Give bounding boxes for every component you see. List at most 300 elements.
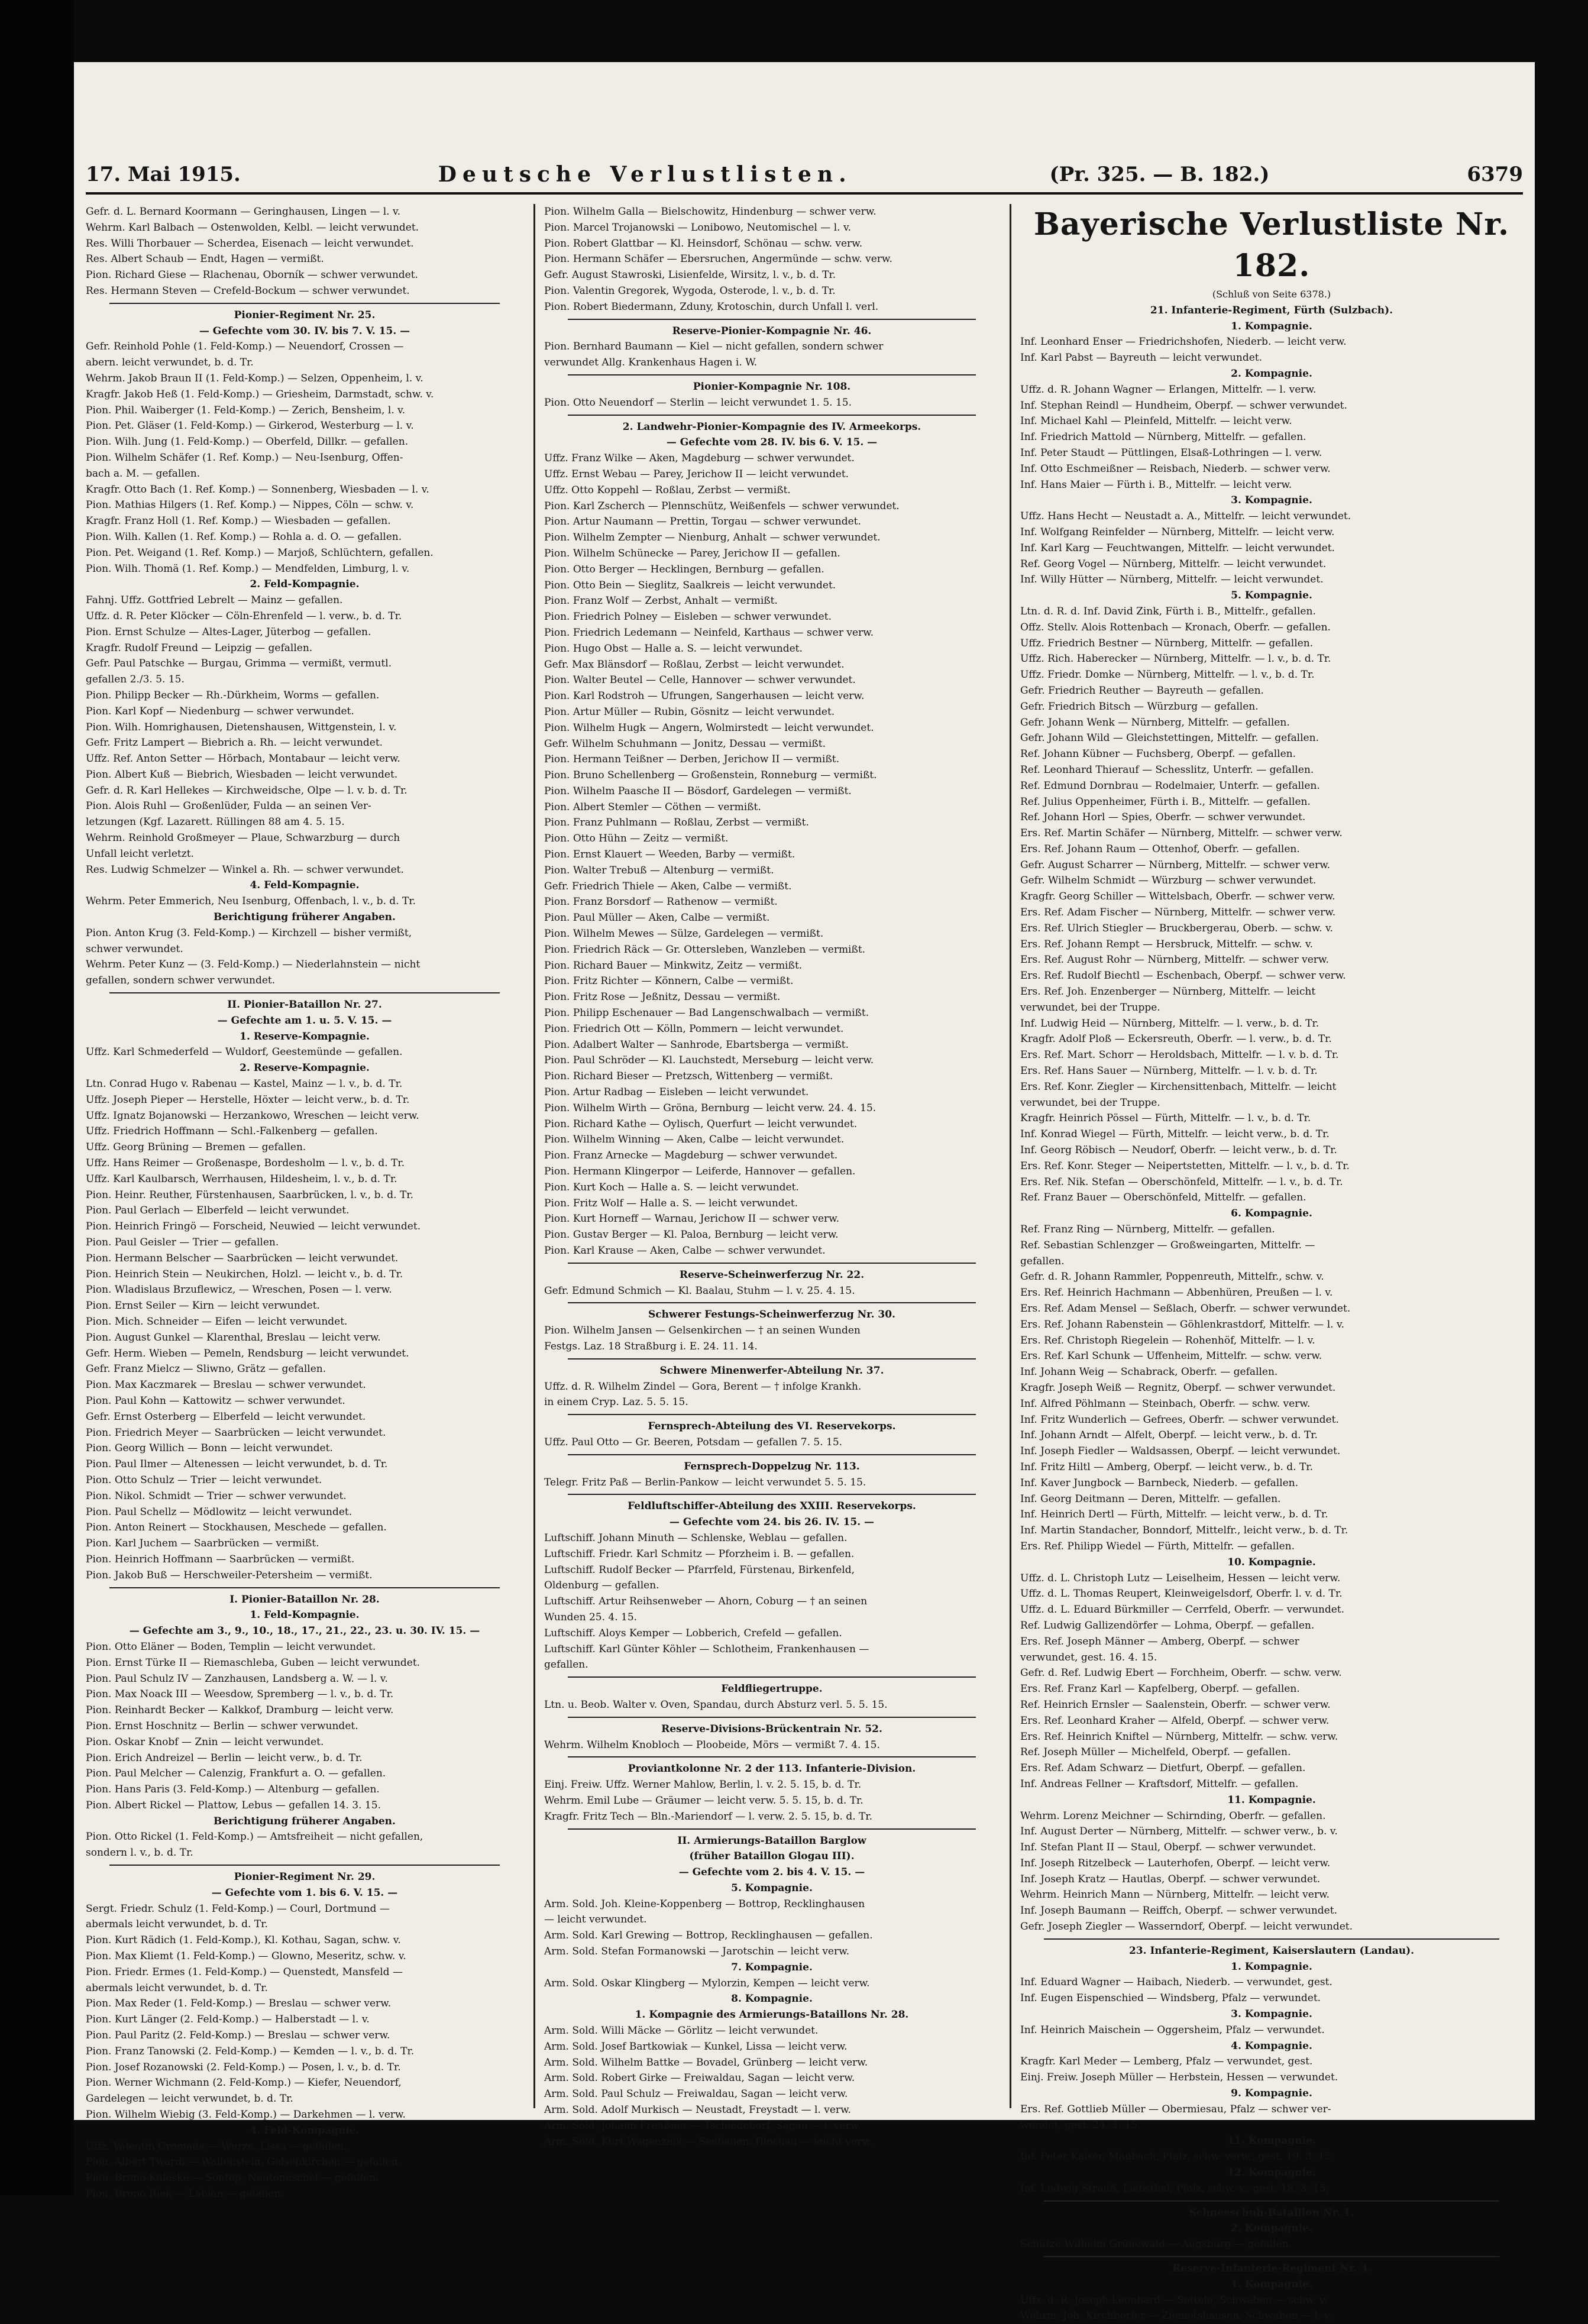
casualty-entry: Arm. Sold. Adolf Murkisch — Neustadt, Freystadt — l. verw.: [544, 2104, 851, 2116]
section-heading: 5. Kompagnie.: [731, 1882, 813, 1894]
casualty-entry: Kragfr. Karl Meder — Lemberg, Pfalz — verwundet, gest.: [1020, 2056, 1313, 2068]
section-divider: [568, 1828, 976, 1830]
casualty-entry: Gefr. Ernst Osterberg — Elberfeld — leicht verwundet.: [86, 1410, 366, 1423]
casualty-entry: Inf. Willy Hütter — Nürnberg, Mittelfr. — leicht verwundet.: [1020, 574, 1324, 586]
casualty-entry: Pion. Adalbert Walter — Sanhrode, Ebartsberga — vermißt.: [544, 1038, 849, 1051]
casualty-entry: Gefr. Friedrich Thiele — Aken, Calbe — vermißt.: [544, 880, 792, 892]
casualty-entry: Inf. Peter Kaiser, Maubach, Pfalz, schw. verw., gest. 19. 3. 15.: [1020, 2151, 1334, 2163]
casualty-entry: Uffz. Friedr. Domke — Nürnberg, Mittelfr. — l. v., b. d. Tr.: [1020, 669, 1315, 681]
casualty-entry: Pion. Reinhardt Becker — Kalkkof, Dramburg — leicht verw.: [86, 1704, 394, 1717]
casualty-entry: Wehrm. Reinhold Großmeyer — Plaue, Schwarzburg — durch: [86, 832, 400, 844]
casualty-entry: Gefr. Edmund Schmich — Kl. Baalau, Stuhm — l. v. 25. 4. 15.: [544, 1284, 855, 1297]
casualty-entry: Pion. Hermann Schäfer — Ebersruchen, Angermünde — schw. verw.: [544, 253, 892, 266]
section-heading: 2. Landwehr-Pionier-Kompagnie des IV. Armeekorps.: [622, 420, 921, 433]
casualty-entry: Pion. Wilhelm Paasche II — Bösdorf, Gardelegen — vermißt.: [544, 785, 852, 797]
casualty-entry: Ref. Johann Kübner — Fuchsberg, Oberpf. — gefallen.: [1020, 748, 1296, 760]
casualty-entry: Kragfr. Otto Bach (1. Ref. Komp.) — Sonnenberg, Wiesbaden — l. v.: [86, 483, 429, 496]
casualty-entry: Ers. Ref. Heinrich Kniftel — Nürnberg, Mittelfr. — schw. verw.: [1020, 1730, 1338, 1743]
casualty-entry: Einj. Freiw. Uffz. Werner Mahlow, Berlin, l. v. 2. 5. 15, b. d. Tr.: [544, 1779, 862, 1791]
column-middle: [544, 204, 1000, 2148]
casualty-entry: Gardelegen — leicht verwundet, b. d. Tr.: [86, 2093, 293, 2105]
casualty-entry: Pion. Hermann Klingerpor — Leiferde, Hannover — gefallen.: [544, 1166, 856, 1178]
casualty-entry: Arm. Sold. Paul Schulz — Freiwaldau, Sagan — leicht verw.: [544, 2088, 848, 2100]
casualty-entry: Luftschiff. Aloys Kemper — Lobberich, Crefeld — gefallen.: [544, 1627, 842, 1639]
casualty-entry: Gefr. Friedrich Bitsch — Würzburg — gefallen.: [1020, 700, 1259, 713]
casualty-entry: Ref. Heinrich Ernsler — Saalenstein, Oberfr. — schwer verw.: [1020, 1698, 1331, 1711]
casualty-entry: Fahnj. Uffz. Gottfried Lebrelt — Mainz — gefallen.: [86, 594, 343, 607]
casualty-entry: sondern l. v., b. d. Tr.: [86, 1847, 193, 1859]
publication-title: Deutsche Verlustlisten.: [438, 162, 852, 187]
casualty-entry: Pion. Artur Müller — Rubin, Gösnitz — leicht verwundet.: [544, 705, 835, 718]
section-heading: 11. Kompagnie.: [1227, 2135, 1316, 2147]
casualty-entry: Luftschiff. Karl Günter Köhler — Schlotheim, Frankenhausen —: [544, 1643, 869, 1655]
casualty-entry: Wehrm. Peter Kunz — (3. Feld-Komp.) — Niederlahnstein — nicht: [86, 959, 421, 971]
section-heading: 2. Reserve-Kompagnie.: [240, 1062, 370, 1074]
section-heading: — Gefechte vom 30. IV. bis 7. V. 15. —: [199, 325, 410, 337]
casualty-entry: Pion. Franz Puhlmann — Roßlau, Zerbst — vermißt.: [544, 817, 809, 829]
casualty-entry: Pion. Otto Bein — Sieglitz, Saalkreis — leicht verwundet.: [544, 579, 836, 591]
casualty-entry: Inf. Joseph Ritzelbeck — Lauterhofen, Oberpf. — leicht verw.: [1020, 1857, 1331, 1869]
casualty-entry: Ers. Ref. Nik. Stefan — Oberschönfeld, Mittelfr. — l. v., b. d. Tr.: [1020, 1176, 1343, 1188]
section-divider: [568, 1414, 976, 1415]
casualty-entry: Pion. Wilhelm Wirth — Gröna, Bernburg — leicht verw. 24. 4. 15.: [544, 1102, 877, 1114]
section-divider: [109, 1587, 500, 1588]
casualty-entry: Pion. Fritz Richter — Könnern, Calbe — vermißt.: [544, 975, 794, 988]
casualty-entry: Schütze Wilhelm Grünewald — Augsburg — gefallen.: [1020, 2238, 1292, 2251]
casualty-entry: Pion. Friedrich Ott — Kölln, Pommern — leicht verwundet.: [544, 1022, 844, 1035]
casualty-entry: Pion. Artur Naumann — Prettin, Torgau — schwer verwundet.: [544, 516, 861, 528]
casualty-entry: Gefr. Herm. Wieben — Pemeln, Rendsburg — leicht verwundet.: [86, 1347, 409, 1360]
casualty-entry: Inf. Joseph Baumann — Reiffch, Oberpf. — schwer verwundet.: [1020, 1905, 1337, 1917]
casualty-entry: Pion. Otto Hühn — Zeitz — vermißt.: [544, 833, 729, 845]
casualty-entry: Inf. Fritz Hiltl — Amberg, Oberpf. — leicht verw., b. d. Tr.: [1020, 1461, 1313, 1473]
section-divider: [568, 415, 976, 416]
column-left: [86, 204, 523, 2200]
section-divider: [568, 1454, 976, 1455]
casualty-entry: Pion. Artur Radbag — Eisleben — leicht verwundet.: [544, 1086, 809, 1099]
section-heading: 1. Feld-Kompagnie.: [250, 1609, 360, 1621]
casualty-entry: Ref. Edmund Dornbrau — Rodelmaier, Unterfr. — gefallen.: [1020, 779, 1320, 792]
casualty-entry: Pion. Walter Beutel — Celle, Hannover — schwer verwundet.: [544, 674, 856, 687]
casualty-entry: verwundet Allg. Krankenhaus Hagen i. W.: [544, 357, 758, 369]
casualty-entry: Ers. Ref. Ulrich Stiegler — Bruckbergerau, Oberb. — schw. v.: [1020, 922, 1333, 934]
section-heading: 23. Infanterie-Regiment, Kaiserslautern (Landau).: [1128, 1944, 1415, 1957]
section-divider: [568, 1756, 976, 1757]
casualty-entry: Inf. Kaver Jungbock — Barnbeck, Niederb. — gefallen.: [1020, 1477, 1298, 1489]
casualty-entry: Ers. Ref. Joh. Enzenberger — Nürnberg, Mittelfr. — leicht: [1020, 986, 1316, 998]
casualty-entry: Pion. Ernst Klauert — Weeden, Barby — vermißt.: [544, 849, 795, 861]
section-heading: 11. Kompagnie.: [1227, 1794, 1316, 1806]
casualty-entry: Inf. Konrad Wiegel — Fürth, Mittelfr. — leicht verw., b. d. Tr.: [1020, 1128, 1330, 1141]
casualty-entry: Pion. Bruno Riek — Labian — gefallen.: [86, 2188, 284, 2200]
casualty-entry: Inf. Karl Karg — Feuchtwangen, Mittelfr. — leicht verwundet.: [1020, 542, 1335, 554]
casualty-entry: Uffz. Hans Reimer — Großenaspe, Bordesholm — l. v., b. d. Tr.: [86, 1157, 405, 1170]
section-heading: Feldluftschiffer-Abteilung des XXIII. Reservekorps.: [628, 1500, 916, 1513]
casualty-entry: Ers. Ref. Franz Karl — Kapfelberg, Oberpf. — gefallen.: [1020, 1683, 1300, 1695]
casualty-entry: abermals leicht verwundet, b. d. Tr.: [86, 1918, 268, 1931]
section-divider: [1044, 1938, 1499, 1940]
casualty-entry: Uffz. Valentin Gromada — Wurze, Lissa — gefallen.: [86, 2140, 347, 2153]
casualty-entry: Pion. Max Noack III — Weesdow, Spremberg — l. v., b. d. Tr.: [86, 1688, 394, 1701]
casualty-entry: Ers. Ref. Leonhard Kraher — Alfeld, Oberpf. — schwer verw.: [1020, 1714, 1330, 1727]
casualty-entry: Pion. Wilhelm Schünecke — Parey, Jerichow II — gefallen.: [544, 547, 840, 559]
casualty-entry: Pion. Karl Juchem — Saarbrücken — vermißt.: [86, 1538, 319, 1550]
casualty-entry: Kragfr. Franz Holl (1. Ref. Komp.) — Wiesbaden — gefallen.: [86, 515, 391, 527]
casualty-entry: Wehrm. Karl Balbach — Ostenwolden, Kelbl. — leicht verwundet.: [86, 221, 419, 234]
running-head: [86, 157, 1523, 195]
casualty-entry: Inf. Joseph Fiedler — Waldsassen, Oberpf. — leicht verwundet.: [1020, 1445, 1341, 1458]
casualty-entry: Pion. Ernst Schulze — Altes-Lager, Jüterbog — gefallen.: [86, 626, 371, 638]
section-divider: [109, 1865, 500, 1866]
casualty-entry: Inf. Alfred Pöhlmann — Steinbach, Oberfr. — schw. verw.: [1020, 1397, 1311, 1410]
casualty-entry: Ers. Ref. Adam Mensel — Seßlach, Oberfr. — schwer verwundet.: [1020, 1303, 1351, 1315]
casualty-entry: Pion. Max Reder (1. Feld-Komp.) — Breslau — schwer verw.: [86, 1998, 392, 2010]
casualty-entry: Pion. Paul Gerlach — Elberfeld — leicht verwundet.: [86, 1205, 350, 1217]
casualty-entry: Pion. Wilhelm Galla — Bielschowitz, Hindenburg — schwer verw.: [544, 206, 877, 218]
casualty-entry: Res. Hermann Steven — Crefeld-Bockum — schwer verwundet.: [86, 284, 410, 297]
section-divider: [568, 374, 976, 376]
casualty-entry: abermals leicht verwundet, b. d. Tr.: [86, 1982, 268, 1994]
casualty-entry: Wehrm. Joh. Kirchborfer — Ziemetshausen, Schwaben — l. v.: [1020, 2310, 1332, 2322]
section-heading: Fernsprech-Abteilung des VI. Reservekorps.: [648, 1420, 896, 1433]
casualty-entry: Unfall leicht verletzt.: [86, 847, 194, 860]
casualty-entry: Pion. Anton Reinert — Stockhausen, Meschede — gefallen.: [86, 1522, 387, 1534]
section-divider: [568, 319, 976, 320]
casualty-entry: Pion. Ernst Seiler — Kirn — leicht verwundet.: [86, 1300, 320, 1312]
column-rule: [1010, 204, 1011, 2108]
casualty-entry: Pion. Erich Andreizel — Berlin — leicht verw., b. d. Tr.: [86, 1752, 363, 1764]
casualty-entry: Ref. Franz Bauer — Oberschönfeld, Mittelfr. — gefallen.: [1020, 1192, 1306, 1204]
casualty-entry: Arm. Sold. Johann Preußner — Tschiedeborf, Sagan — l. verw.: [544, 2119, 861, 2132]
casualty-entry: verwundet, bei der Truppe.: [1020, 1096, 1160, 1109]
casualty-entry: Uffz. Ernst Webau — Parey, Jerichow II — leicht verwundet.: [544, 468, 849, 480]
casualty-entry: Pion. Wilh. Jung (1. Feld-Komp.) — Oberfeld, Dillkr. — gefallen.: [86, 436, 409, 448]
casualty-entry: Pion. Wilh. Kallen (1. Ref. Komp.) — Rohla a. d. O. — gefallen.: [86, 530, 402, 543]
casualty-entry: gefallen.: [1020, 1255, 1065, 1267]
casualty-entry: Festgs. Laz. 18 Straßburg i. E. 24. 11. 14.: [544, 1340, 758, 1352]
casualty-entry: Ref. Franz Ring — Nürnberg, Mittelfr. — gefallen.: [1020, 1224, 1275, 1236]
casualty-entry: verwundet, bei der Truppe.: [1020, 1001, 1160, 1014]
section-heading: 1. Kompagnie.: [1231, 1960, 1312, 1973]
section-heading: Reserve-Divisions-Brückentrain Nr. 52.: [661, 1723, 882, 1735]
casualty-entry: Pion. Mich. Schneider — Eifen — leicht verwundet.: [86, 1315, 348, 1328]
casualty-entry: Pion. Richard Giese — Rlachenau, Oborník — schwer verwundet.: [86, 269, 418, 281]
casualty-entry: Wehrm. Jakob Braun II (1. Feld-Komp.) — Selzen, Oppenheim, l. v.: [86, 372, 423, 384]
section-heading: — Gefechte am 3., 9., 10., 18., 17., 21., 22., 23. u. 30. IV. 15. —: [129, 1625, 480, 1637]
casualty-entry: Luftschiff. Friedr. Karl Schmitz — Pforzheim i. B. — gefallen.: [544, 1548, 855, 1560]
casualty-entry: Res. Albert Schaub — Endt, Hagen — vermißt.: [86, 253, 324, 266]
casualty-entry: Pion. Paul Müller — Aken, Calbe — vermißt.: [544, 912, 770, 924]
casualty-entry: Inf. Hans Maier — Fürth i. B., Mittelfr. — leicht verw.: [1020, 478, 1292, 491]
casualty-entry: Einj. Freiw. Joseph Müller — Herbstein, Hessen — verwundet.: [1020, 2071, 1338, 2084]
casualty-entry: Sergt. Friedr. Schulz (1. Feld-Komp.) — Courl, Dortmund —: [86, 1902, 390, 1915]
section-heading: Schwere Minenwerfer-Abteilung Nr. 37.: [659, 1364, 884, 1377]
casualty-entry: Gefr. Joseph Ziegler — Wasserndorf, Oberpf. — leicht verwundet.: [1020, 1921, 1353, 1933]
casualty-entry: Ers. Ref. Hans Sauer — Nürnberg, Mittelfr. — l. v. b. d. Tr.: [1020, 1065, 1318, 1077]
casualty-entry: Inf. Michael Kahl — Pleinfeld, Mittelfr. — leicht verw.: [1020, 415, 1292, 428]
casualty-entry: Pion. Fritz Wolf — Halle a. S. — leicht verwundet.: [544, 1197, 798, 1209]
casualty-entry: Pion. Friedrich Räck — Gr. Ottersleben, Wanzleben — vermißt.: [544, 943, 866, 956]
casualty-entry: Arm. Sold. Oskar Klingberg — Mylorzin, Kempen — leicht verw.: [544, 1977, 870, 1989]
section-heading: — Gefechte am 1. u. 5. V. 15. —: [217, 1014, 392, 1027]
casualty-entry: Ers. Ref. Heinrich Hachmann — Abbenhüren, Preußen — l. v.: [1020, 1287, 1333, 1299]
casualty-entry: Pion. Franz Wolf — Zerbst, Anhalt — vermißt.: [544, 595, 778, 607]
casualty-entry: Arm. Sold. Stefan Formanowski — Jarotschin — leicht verw.: [544, 1946, 850, 1958]
casualty-entry: Uffz. d. R. Joseph Leonhard — Settele, Schwaben — schw. v.: [1020, 2294, 1327, 2306]
casualty-entry: Pion. Otto Eläner — Boden, Templin — leicht verwundet.: [86, 1640, 376, 1653]
section-heading: — Gefechte vom 1. bis 6. V. 15. —: [211, 1886, 398, 1899]
casualty-entry: wundet, gest. 24. 3. 15.: [1020, 2119, 1141, 2131]
casualty-entry: Pion. Gustav Berger — Kl. Paloa, Bernburg — leicht verw.: [544, 1229, 839, 1241]
casualty-entry: Pion. Max Kaczmarek — Breslau — schwer verwundet.: [86, 1379, 366, 1391]
casualty-entry: Pion. Heinrich Stein — Neukirchen, Holzl. — leicht v., b. d. Tr.: [86, 1268, 403, 1280]
casualty-entry: Pion. Anton Krug (3. Feld-Komp.) — Kirchzell — bisher vermißt,: [86, 927, 412, 939]
casualty-entry: Inf. Peter Staudt — Püttlingen, Elsaß-Lothringen — l. verw.: [1020, 446, 1322, 459]
casualty-entry: Pion. Bruno Schellenberg — Großenstein, Ronneburg — vermißt.: [544, 769, 877, 782]
section-heading: 12. Kompagnie.: [1227, 2167, 1316, 2179]
casualty-entry: Uffz. Franz Wilke — Aken, Magdeburg — schwer verwundet.: [544, 452, 855, 465]
casualty-entry: Pion. Wilh. Thomä (1. Ref. Komp.) — Mendfelden, Limburg, l. v.: [86, 562, 410, 575]
casualty-entry: Pion. Hans Paris (3. Feld-Komp.) — Altenburg — gefallen.: [86, 1784, 380, 1796]
casualty-entry: Gefr. August Scharrer — Nürnberg, Mittelfr. — schwer verw.: [1020, 859, 1331, 871]
casualty-entry: Uffz. d. R. Peter Klöcker — Cöln-Ehrenfeld — l. verw., b. d. Tr.: [86, 610, 402, 622]
casualty-entry: verwundet, gest. 16. 4. 15.: [1020, 1651, 1157, 1663]
casualty-entry: Gefr. Max Blänsdorf — Roßlau, Zerbst — leicht verwundet.: [544, 658, 845, 671]
casualty-entry: Pion. Robert Glattbar — Kl. Heinsdorf, Schönau — schw. verw.: [544, 237, 863, 250]
casualty-entry: gefallen.: [544, 1659, 588, 1671]
casualty-entry: Inf. Georg Röbisch — Neudorf, Oberfr. — leicht verw., b. d. Tr.: [1020, 1144, 1337, 1157]
casualty-entry: Pion. Philipp Becker — Rh.-Dürkheim, Worms — gefallen.: [86, 689, 380, 701]
section-heading: 8. Kompagnie.: [731, 1993, 813, 2005]
casualty-entry: Res. Ludwig Schmelzer — Winkel a. Rh. — schwer verwundet.: [86, 863, 404, 876]
section-divider: [1044, 2200, 1499, 2202]
casualty-entry: schwer verwundet.: [86, 943, 183, 955]
casualty-entry: Pion. Wilhelm Mewes — Sülze, Gardelegen — vermißt.: [544, 928, 824, 940]
casualty-entry: Pion. Albert Kuß — Biebrich, Wiesbaden — leicht verwundet.: [86, 768, 398, 781]
section-heading: — Gefechte vom 24. bis 26. IV. 15. —: [669, 1516, 875, 1529]
section-heading: Pionier-Kompagnie Nr. 108.: [693, 380, 851, 393]
casualty-entry: Kragfr. Jakob Heß (1. Feld-Komp.) — Griesheim, Darmstadt, schw. v.: [86, 388, 434, 400]
casualty-entry: gefallen 2./3. 5. 15.: [86, 674, 185, 686]
section-heading: Reserve-Infanterie-Regiment Nr. 3.: [1172, 2262, 1371, 2275]
casualty-entry: Pion. Paul Melcher — Calenzig, Frankfurt a. O. — gefallen.: [86, 1768, 386, 1780]
casualty-entry: Pion. Phil. Waiberger (1. Feld-Komp.) — Zerich, Bensheim, l. v.: [86, 404, 406, 416]
section-heading: 4. Kompagnie.: [1231, 2040, 1312, 2052]
casualty-entry: Gefr. Paul Patschke — Burgau, Grimma — vermißt, vermutl.: [86, 658, 392, 670]
section-heading: Reserve-Pionier-Kompagnie Nr. 46.: [672, 325, 872, 337]
section-divider: [568, 1717, 976, 1718]
casualty-entry: Uffz. Paul Otto — Gr. Beeren, Potsdam — gefallen 7. 5. 15.: [544, 1436, 843, 1448]
section-heading: 21. Infanterie-Regiment, Fürth (Sulzbach).: [1150, 304, 1393, 316]
casualty-entry: Ers. Ref. Konr. Steger — Neipertstetten, Mittelfr. — l. v., b. d. Tr.: [1020, 1160, 1350, 1172]
casualty-entry: Gefr. Johann Wild — Gleichstettingen, Mittelfr. — gefallen.: [1020, 732, 1319, 745]
casualty-entry: Ers. Ref. Johann Rabenstein — Göhlenkrastdorf, Mittelfr. — l. v.: [1020, 1318, 1344, 1331]
casualty-entry: Ers. Ref. Martin Schäfer — Nürnberg, Mittelfr. — schwer verw.: [1020, 827, 1343, 840]
casualty-entry: Pion. Richard Kathe — Oylisch, Querfurt — leicht verwundet.: [544, 1118, 858, 1130]
casualty-entry: Pion. Kurt Rädich (1. Feld-Komp.), Kl. Kothau, Sagan, schw. v.: [86, 1934, 401, 1947]
column-rule: [533, 204, 535, 2108]
casualty-entry: Pion. Pet. Weigand (1. Ref. Komp.) — Marjoß, Schlüchtern, gefallen.: [86, 546, 434, 559]
section-heading: Reserve-Scheinwerferzug Nr. 22.: [679, 1268, 865, 1281]
casualty-entry: Pion. Wilhelm Schäfer (1. Ref. Komp.) — Neu-Isenburg, Offen-: [86, 451, 403, 464]
bavarian-list-subtitle: (Schluß von Seite 6378.): [1212, 289, 1331, 300]
casualty-entry: Pion. Otto Schulz — Trier — leicht verwundet.: [86, 1474, 322, 1486]
casualty-entry: Pion. Friedr. Ermes (1. Feld-Komp.) — Quenstedt, Mansfeld —: [86, 1966, 403, 1978]
casualty-entry: Wunden 25. 4. 15.: [544, 1611, 638, 1623]
casualty-entry: Offz. Stellv. Alois Rottenbach — Kronach, Oberfr. — gefallen.: [1020, 621, 1331, 633]
casualty-entry: Ers. Ref. Karl Schunk — Uffenheim, Mittelfr. — schw. verw.: [1020, 1350, 1322, 1362]
casualty-entry: Inf. Joseph Kratz — Hautlas, Oberpf. — schwer verwundet.: [1020, 1873, 1321, 1885]
section-heading: Feldfliegertruppe.: [721, 1683, 823, 1695]
casualty-entry: Ers. Ref. Rudolf Biechtl — Eschenbach, Oberpf. — schwer verw.: [1020, 970, 1346, 982]
section-heading: 10. Kompagnie.: [1227, 1556, 1316, 1568]
section-heading: II. Armierungs-Bataillon Barglow: [677, 1834, 866, 1847]
casualty-entry: Pion. Kurt Koch — Halle a. S. — leicht verwundet.: [544, 1181, 799, 1193]
section-divider: [109, 992, 500, 993]
casualty-entry: Uffz. Georg Brüning — Bremen — gefallen.: [86, 1141, 306, 1154]
casualty-entry: Ers. Ref. Mart. Schorr — Heroldsbach, Mittelfr. — l. v. b. d. Tr.: [1020, 1049, 1339, 1061]
casualty-entry: Kragfr. Heinrich Pössel — Fürth, Mittelfr. — l. v., b. d. Tr.: [1020, 1112, 1311, 1125]
section-heading: 3. Kompagnie.: [1231, 2008, 1312, 2021]
casualty-entry: Pion. Jakob Buß — Herschweiler-Petersheim — vermißt.: [86, 1569, 373, 1581]
casualty-entry: Inf. Ludwig Heid — Nürnberg, Mittelfr. — l. verw., b. d. Tr.: [1020, 1017, 1319, 1030]
casualty-entry: Uffz. d. L. Thomas Reupert, Kleinweigelsdorf, Oberfr. l. v. d. Tr.: [1020, 1588, 1343, 1600]
casualty-entry: Ers. Ref. Philipp Wiedel — Fürth, Mittelfr. — gefallen.: [1020, 1540, 1295, 1552]
casualty-entry: Wehrm. Wilhelm Knobloch — Ploobeide, Mörs — vermißt 7. 4. 15.: [544, 1739, 880, 1751]
casualty-entry: Pion. Richard Bauer — Minkwitz, Zeitz — vermißt.: [544, 959, 803, 972]
casualty-entry: in einem Cryp. Laz. 5. 5. 15.: [544, 1396, 688, 1409]
casualty-entry: Ers. Ref. Christoph Riegelein — Rohenhöf, Mittelfr. — l. v.: [1020, 1334, 1315, 1347]
casualty-entry: letzungen (Kgf. Lazarett. Rüllingen 88 am 4. 5. 15.: [86, 816, 345, 828]
section-heading: Pionier-Regiment Nr. 25.: [234, 309, 376, 321]
casualty-entry: Pion. Robert Biedermann, Zduny, Krotoschin, durch Unfall l. verl.: [544, 300, 879, 313]
casualty-entry: Uffz. Karl Kaulbarsch, Werrhausen, Hildesheim, l. v., b. d. Tr.: [86, 1173, 397, 1185]
section-heading: 3. Kompagnie.: [1231, 494, 1312, 507]
casualty-entry: Inf. Johann Weig — Schabrack, Oberfr. — gefallen.: [1020, 1366, 1278, 1378]
casualty-entry: Wehrm. Peter Emmerich, Neu Isenburg, Offenbach, l. v., b. d. Tr.: [86, 895, 416, 908]
section-heading: — Gefechte vom 28. IV. bis 6. V. 15. —: [666, 436, 878, 449]
casualty-entry: Arm. Sold. Robert Girke — Freiwaldau, Sagan — leicht verw.: [544, 2072, 855, 2085]
casualty-entry: Inf. Otto Eschmeißner — Reisbach, Niederb. — schwer verw.: [1020, 462, 1331, 475]
casualty-entry: Ref. Ludwig Gallizendörfer — Lohma, Oberpf. — gefallen.: [1020, 1619, 1315, 1632]
casualty-entry: Pion. Otto Neuendorf — Sterlin — leicht verwundet 1. 5. 15.: [544, 396, 852, 409]
casualty-entry: Kragfr. Rudolf Freund — Leipzig — gefallen.: [86, 642, 313, 654]
casualty-entry: bach a. M. — gefallen.: [86, 467, 200, 480]
casualty-entry: Pion. Paul Schröder — Kl. Lauchstedt, Merseburg — leicht verw.: [544, 1054, 874, 1067]
casualty-entry: Pion. Friedrich Polney — Eisleben — schwer verwundet.: [544, 611, 832, 623]
casualty-entry: Ref. Leonhard Thierauf — Schesslitz, Unterfr. — gefallen.: [1020, 763, 1314, 776]
casualty-entry: Pion. Wilhelm Winning — Aken, Calbe — leicht verwundet.: [544, 1134, 845, 1146]
section-divider: [109, 303, 500, 304]
casualty-entry: Kragfr. Fritz Tech — Bln.-Mariendorf — l. verw. 2. 5. 15, b. d. Tr.: [544, 1810, 873, 1823]
casualty-entry: Pion. Pet. Gläser (1. Feld-Komp.) — Girkerod, Westerburg — l. v.: [86, 420, 414, 432]
casualty-entry: Pion. Georg Willich — Bonn — leicht verwundet.: [86, 1442, 333, 1455]
casualty-entry: gefallen, sondern schwer verwundet.: [86, 975, 276, 987]
casualty-entry: Gefr. Wilhelm Schmidt — Würzburg — schwer verwundet.: [1020, 875, 1317, 887]
casualty-entry: Pion. Heinr. Reuther, Fürstenhausen, Saarbrücken, l. v., b. d. Tr.: [86, 1189, 413, 1201]
casualty-entry: Ers. Ref. August Rohr — Nürnberg, Mittelfr. — schwer verw.: [1020, 954, 1329, 966]
casualty-entry: Pion. August Gunkel — Klarenthal, Breslau — leicht verw.: [86, 1331, 381, 1344]
casualty-entry: Ref. Joseph Müller — Michelfeld, Oberpf. — gefallen.: [1020, 1746, 1291, 1759]
casualty-entry: Uffz. d. L. Christoph Lutz — Leiselheim, Hessen — leicht verw.: [1020, 1572, 1341, 1584]
casualty-entry: Gefr. d. R. Karl Hellekes — Kirchweidsche, Olpe — l. v. b. d. Tr.: [86, 784, 407, 797]
casualty-entry: Pion. Paul Geisler — Trier — gefallen.: [86, 1237, 279, 1248]
casualty-entry: Pion. Bernhard Baumann — Kiel — nicht gefallen, sondern schwer: [544, 341, 884, 353]
casualty-entry: Arm. Sold. Kurt Wagenzink — Seebauen, Dlochau — leicht verw.: [544, 2135, 873, 2148]
casualty-entry: Uffz. Friedrich Bestner — Nürnberg, Mittelfr. — gefallen.: [1020, 637, 1314, 649]
section-heading: 1. Kompagnie.: [1231, 320, 1312, 332]
casualty-entry: Kragfr. Adolf Ploß — Eckersreuth, Oberfr. — l. verw., b. d. Tr.: [1020, 1033, 1332, 1046]
casualty-entry: Pion. Albert Rickel — Plattow, Lebus — gefallen 14. 3. 15.: [86, 1799, 381, 1811]
casualty-entry: Uffz. d. L. Eduard Bürkmiller — Cerrfeld, Oberfr. — verwundet.: [1020, 1604, 1345, 1616]
casualty-entry: Pion. Paul Ilmer — Altenessen — leicht verwundet, b. d. Tr.: [86, 1458, 388, 1471]
casualty-entry: Ref. Sebastian Schlenzger — Großweingarten, Mittelfr. —: [1020, 1239, 1315, 1251]
casualty-entry: Uffz. Karl Schmederfeld — Wuldorf, Geestemünde — gefallen.: [86, 1046, 403, 1059]
casualty-entry: Pion. Hermann Belscher — Saarbrücken — leicht verwundet.: [86, 1252, 399, 1264]
casualty-entry: Gefr. Johann Wenk — Nürnberg, Mittelfr. — gefallen.: [1020, 716, 1290, 729]
bavarian-list-title: Bayerische Verlustliste Nr. 182.: [1033, 206, 1510, 284]
casualty-entry: Inf. Johann Arndt — Alfelt, Oberpf. — leicht verw., b. d. Tr.: [1020, 1429, 1318, 1442]
casualty-entry: Pion. Albert Stemler — Cöthen — vermißt.: [544, 801, 761, 813]
casualty-entry: Inf. Friedrich Mattold — Nürnberg, Mittelfr. — gefallen.: [1020, 431, 1306, 444]
casualty-entry: Res. Willi Thorbauer — Scherdea, Eisenach — leicht verwundet.: [86, 237, 414, 250]
section-heading: 4. Feld-Kompagnie.: [250, 2124, 360, 2137]
section-heading: (früher Bataillon Glogau III).: [689, 1850, 855, 1863]
casualty-entry: Pion. Richard Bieser — Pretzsch, Wittenberg — vermißt.: [544, 1070, 833, 1083]
casualty-entry: Pion. Wilhelm Wiebig (3. Feld-Komp.) — Darkehmen — l. verw.: [86, 2109, 406, 2121]
casualty-entry: Gefr. Reinhold Pohle (1. Feld-Komp.) — Neuendorf, Crossen —: [86, 341, 404, 353]
casualty-entry: Pion. Werner Wichmann (2. Feld-Komp.) — Kiefer, Neuendorf,: [86, 2077, 402, 2089]
casualty-entry: Pion. Friedrich Meyer — Saarbrücken — leicht verwundet.: [86, 1426, 386, 1439]
casualty-entry: Pion. Alois Ruhl — Großenlüder, Fulda — an seinen Ver-: [86, 800, 371, 813]
casualty-entry: Arm. Sold. Willi Mäcke — Görlitz — leicht verwundet.: [544, 2025, 819, 2037]
section-heading: 9. Kompagnie.: [1231, 2087, 1312, 2100]
section-heading: Schneeschuh-Bataillon Nr. 1.: [1189, 2206, 1354, 2219]
section-heading: Proviantkolonne Nr. 2 der 113. Infanterie-Division.: [628, 1763, 916, 1775]
casualty-entry: Ers. Ref. Adam Fischer — Nürnberg, Mittelfr. — schwer verw.: [1020, 907, 1336, 919]
casualty-entry: Ers. Ref. Joseph Männer — Amberg, Oberpf. — schwer: [1020, 1635, 1299, 1647]
casualty-entry: Inf. Eduard Wagner — Haibach, Niederb. — verwundet, gest.: [1020, 1976, 1333, 1989]
casualty-entry: Pion. Wilhelm Jansen — Gelsenkirchen — † an seinen Wunden: [544, 1325, 861, 1337]
casualty-entry: Ers. Ref. Konr. Ziegler — Kirchensittenbach, Mittelfr. — leicht: [1020, 1080, 1337, 1093]
casualty-entry: Inf. Andreas Fellner — Kraftsdorf, Mittelfr. — gefallen.: [1020, 1778, 1299, 1790]
casualty-entry: Arm. Sold. Josef Bartkowiak — Kunkel, Lissa — leicht verw.: [544, 2040, 848, 2053]
casualty-entry: Pion. Paul Schulz IV — Zanzhausen, Landsberg a. W. — l. v.: [86, 1672, 388, 1685]
section-heading: 1. Kompagnie.: [1231, 2278, 1312, 2290]
casualty-entry: Pion. Kurt Länger (2. Feld-Komp.) — Halberstadt — l. v.: [86, 2014, 370, 2026]
casualty-entry: Pion. Paul Schellz — Mödlowitz — leicht verwundet.: [86, 1506, 352, 1518]
casualty-entry: Inf. Ludwig Strauß, Liebsthal, Pfalz, schw. v., gest. 18. 3. 15.: [1020, 2182, 1329, 2194]
casualty-entry: Pion. Karl Rodstroh — Ufrungen, Sangerhausen — leicht verw.: [544, 690, 865, 703]
section-heading: I. Pionier-Bataillon Nr. 28.: [229, 1593, 380, 1606]
casualty-entry: Uffz. Friedrich Hoffmann — Schl.-Falkenberg — gefallen.: [86, 1125, 378, 1138]
column-right: [1020, 204, 1523, 2322]
casualty-entry: Pion. Wilhelm Zempter — Nienburg, Anhalt — schwer verwundet.: [544, 532, 881, 544]
section-divider: [568, 1302, 976, 1303]
casualty-entry: Pion. Max Kliemt (1. Feld-Komp.) — Glowno, Meseritz, schw. v.: [86, 1950, 406, 1963]
casualty-entry: Uffz. Ref. Anton Setter — Hörbach, Montabaur — leicht verw.: [86, 753, 400, 765]
casualty-entry: Pion. Bruno Kaleske — Sontop, Neutomischel — gefallen.: [86, 2172, 379, 2184]
casualty-entry: Gefr. August Stawroski, Lisienfelde, Wirsitz, l. v., b. d. Tr.: [544, 269, 836, 281]
section-heading: 2. Kompagnie.: [1231, 2222, 1312, 2235]
section-heading: 7. Kompagnie.: [731, 1961, 813, 1973]
casualty-entry: Uffz. Rich. Haberecker — Nürnberg, Mittelfr. — l. v., b. d. Tr.: [1020, 653, 1331, 665]
section-heading: 2. Feld-Kompagnie.: [250, 578, 360, 591]
casualty-entry: Inf. Fritz Wunderlich — Gefrees, Oberfr. — schwer verwundet.: [1020, 1413, 1339, 1426]
section-divider: [568, 1676, 976, 1678]
section-heading: 1. Kompagnie des Armierungs-Bataillons Nr. 28.: [635, 2009, 909, 2021]
section-divider: [568, 1263, 976, 1264]
